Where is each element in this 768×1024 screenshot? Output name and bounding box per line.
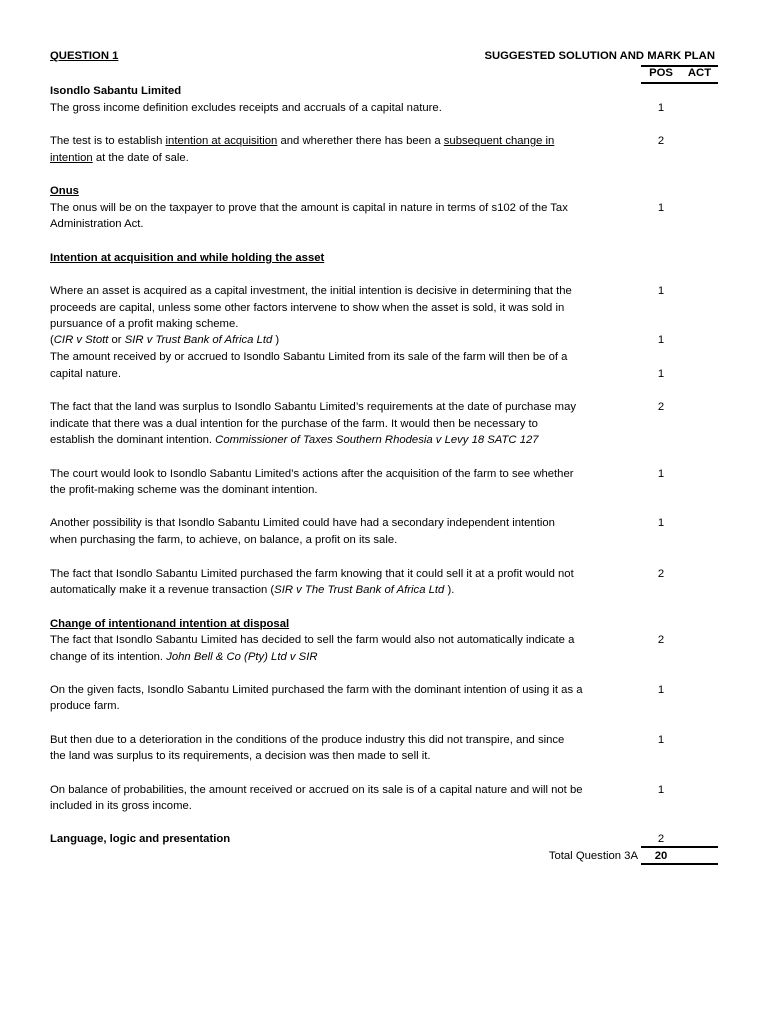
- total-label: Total Question 3A: [548, 850, 638, 862]
- paragraph-line: Administration Act.: [50, 218, 144, 230]
- paragraph-line: intention at the date of sale.: [50, 152, 189, 164]
- paragraph-line: the profit-making scheme was the dominant intention.: [50, 484, 318, 496]
- paragraph-line: the land was surplus to its requirements, a decision was then made to sell it.: [50, 750, 431, 762]
- section-heading-onus: Onus: [50, 185, 79, 197]
- paragraph-line: change of its intention. John Bell & Co (Pty) Ltd v SIR: [50, 651, 318, 663]
- paragraph-line: when purchasing the farm, to achieve, on balance, a profit on its sale.: [50, 534, 398, 546]
- mark-value: 1: [657, 468, 665, 480]
- company-title: Isondlo Sabantu Limited: [50, 85, 182, 97]
- mark-value: 1: [657, 734, 665, 746]
- paragraph-line: indicate that there was a dual intention for the purchase of the farm. It would then be necessary to: [50, 418, 538, 430]
- paragraph-line: On the given facts, Isondlo Sabantu Limited purchased the farm with the dominant intention of using it as a: [50, 684, 583, 696]
- paragraph-line: produce farm.: [50, 700, 120, 712]
- paragraph-line: The amount received by or accrued to Isondlo Sabantu Limited from its sale of the farm will then be of a: [50, 351, 568, 363]
- paragraph-line: pursuance of a profit making scheme.: [50, 318, 239, 330]
- paragraph-line: The test is to establish intention at acquisition and wherether there has been a subsequent change in: [50, 135, 555, 147]
- mark-value: 1: [657, 202, 665, 214]
- paragraph-line: included in its gross income.: [50, 800, 192, 812]
- mark-value: 2: [657, 135, 665, 147]
- paragraph-line: The fact that Isondlo Sabantu Limited purchased the farm knowing that it could sell it at a profit would not: [50, 568, 574, 580]
- paragraph-line: The fact that the land was surplus to Isondlo Sabantu Limited’s requirements at the date of purchase may: [50, 401, 577, 413]
- mark-value: 1: [657, 368, 665, 380]
- paragraph-line: The fact that Isondlo Sabantu Limited has decided to sell the farm would also not automatically indicate a: [50, 634, 575, 646]
- mark-value: 1: [657, 784, 665, 796]
- mark-value: 2: [657, 401, 665, 413]
- mark-value: 1: [657, 102, 665, 114]
- mark-value: 1: [657, 334, 665, 346]
- paragraph-line: (CIR v Stott or SIR v Trust Bank of Africa Ltd ): [50, 334, 280, 346]
- section-heading-change: Change of intentionand intention at disposal: [50, 618, 290, 630]
- mark-value: 1: [657, 517, 665, 529]
- total-value: 20: [654, 850, 668, 862]
- mark-value: 2: [657, 833, 665, 845]
- pos-column-header: POS: [649, 67, 673, 79]
- language-heading: Language, logic and presentation: [50, 833, 231, 845]
- paragraph-line: The onus will be on the taxpayer to prove that the amount is capital in nature in terms of s102 of the Tax: [50, 202, 568, 214]
- grid-line: [641, 82, 718, 84]
- mark-value: 2: [657, 634, 665, 646]
- act-column-header: ACT: [687, 67, 712, 79]
- paragraph-line: proceeds are capital, unless some other factors intervene to show when the asset is sold, it was sold in: [50, 302, 565, 314]
- paragraph-line: automatically make it a revenue transaction (SIR v The Trust Bank of Africa Ltd ).: [50, 584, 455, 596]
- mark-value: 1: [657, 285, 665, 297]
- paragraph-line: establish the dominant intention. Commissioner of Taxes Southern Rhodesia v Levy 18 SATC 127: [50, 434, 539, 446]
- paragraph-line: On balance of probabilities, the amount received or accrued on its sale is of a capital nature and will not be: [50, 784, 583, 796]
- mark-value: 2: [657, 568, 665, 580]
- paragraph-line: capital nature.: [50, 368, 121, 380]
- paragraph-line: The gross income definition excludes receipts and accruals of a capital nature.: [50, 102, 442, 114]
- paragraph-line: Another possibility is that Isondlo Sabantu Limited could have had a secondary independent intention: [50, 517, 555, 529]
- paragraph-line: The court would look to Isondlo Sabantu Limited’s actions after the acquisition of the farm to see whether: [50, 468, 574, 480]
- mark-value: 1: [657, 684, 665, 696]
- paragraph-line: But then due to a deterioration in the conditions of the produce industry this did not transpire, and since: [50, 734, 565, 746]
- paragraph-line: Where an asset is acquired as a capital investment, the initial intention is decisive in determining that the: [50, 285, 572, 297]
- section-heading-intention: Intention at acquisition and while holding the asset: [50, 252, 325, 264]
- solution-heading: SUGGESTED SOLUTION AND MARK PLAN: [484, 50, 715, 62]
- question-heading: QUESTION 1: [50, 50, 119, 62]
